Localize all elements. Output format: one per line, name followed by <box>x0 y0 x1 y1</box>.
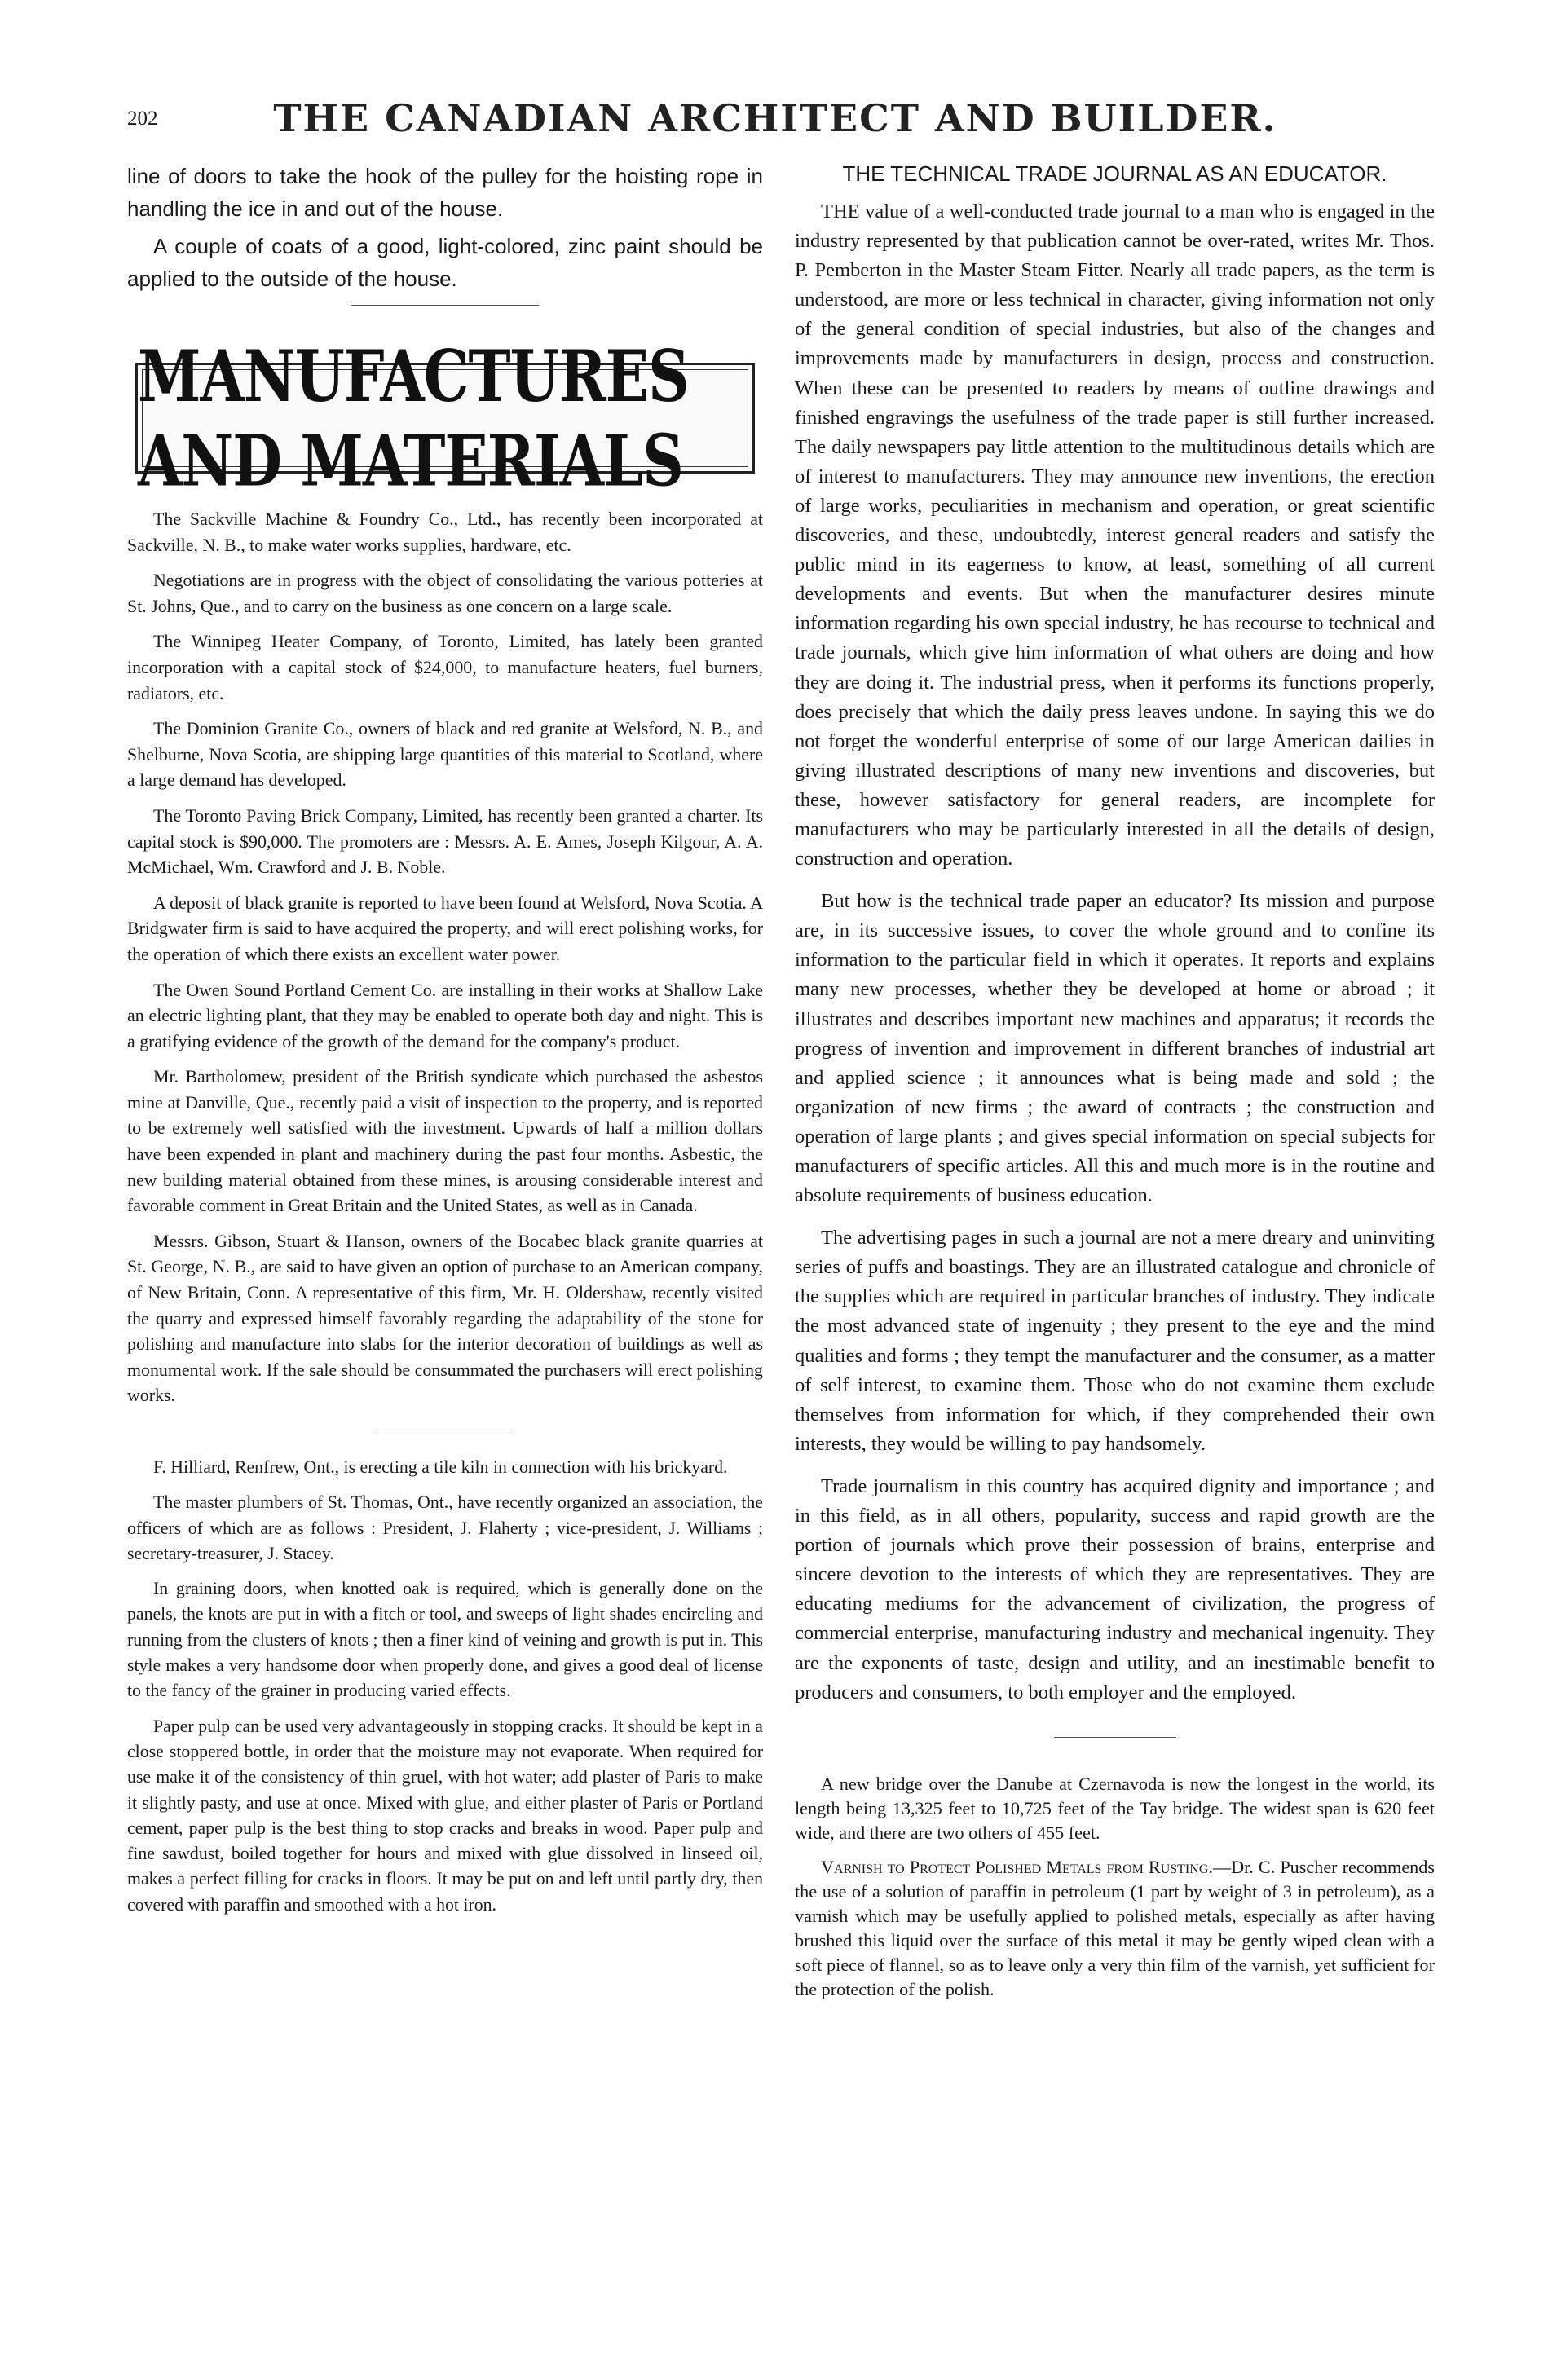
news-item: The Toronto Paving Brick Company, Limited, has recently been granted a charter. Its capital stock is $90,000. The promoters are : Messrs. A. E. Ames, Joseph Kilgour, A. A. McMichael, Wm. Crawford and J. B. Noble. <box>127 804 763 878</box>
left-column <box>127 160 763 1928</box>
varnish-note <box>795 1855 1435 2002</box>
right-column <box>795 160 1435 2012</box>
bridge-note: A new bridge over the Danube at Czernavoda is now the longest in the world, its length being 13,325 feet to 10,725 feet of the Tay bridge. The widest span is 620 feet wide, and there are two others of 455 feet. <box>795 1773 1435 1843</box>
note-paragraph: The master plumbers of St. Thomas, Ont., have recently organized an association, the officers of which are as follows : President, J. Flaherty ; vice-president, J. Williams ; secretary-treasurer, J. Stacey. <box>127 1492 763 1563</box>
article-body <box>795 197 1435 1708</box>
article-paragraph: But how is the technical trade paper an educator? Its mission and purpose are, in its successive issues, to cover the whole ground and to confine its information to the particular field in which it operates. It reports and explains many new processes, whether they be developed at home or abroad ; it illustrates and describes important new machines and apparatus; it records the progress of invention and improvement in different branches of industrial art and applied science ; it announces what is being made and sold ; the organization of new firms ; the award of contracts ; the construction and operation of large plants ; and gives special information on special subjects for manufacturers of specific articles. All this and much more is in the routine and absolute requirements of business education. <box>795 890 1435 1207</box>
manufactures-materials-banner <box>135 333 755 503</box>
section-divider <box>351 305 539 306</box>
news-item: A deposit of black granite is reported to have been found at Welsford, Nova Scotia. A Bridgwater firm is said to have acquired the property, and will erect polishing works, for the operation of which there exists an excellent water power. <box>127 892 763 964</box>
section-divider <box>1054 1737 1176 1738</box>
note-paragraph: Paper pulp can be used very advantageously in stopping cracks. It should be kept in a close stoppered bottle, in order that the moisture may not evaporate. When required for use make it of the consistency of thin gruel, with hot water; add plaster of Paris to make it slightly pasty, and use at once. Mixed with glue, and either plaster of Paris or Portland cement, paper pulp is the best thing to stop cracks and breaks in wood. Paper pulp and fine sawdust, boiled together for hours and mixed with glue dissolved in linseed oil, makes a perfect filling for cracks in floors. It may be put on and left until partly dry, then covered with paraffin and smoothed with a hot iron. <box>127 1716 763 1915</box>
note-paragraph: F. Hilliard, Renfrew, Ont., is erecting a tile kiln in connection with his brickyard. <box>153 1457 728 1477</box>
short-notes-section <box>795 1772 1435 2002</box>
article-title: THE TECHNICAL TRADE JOURNAL AS AN EDUCATOR. <box>842 161 1387 186</box>
news-item: The Winnipeg Heater Company, of Toronto, Limited, has lately been granted incorporation with a capital stock of $24,000, to manufacture heaters, fuel burners, radiators, etc. <box>127 631 763 703</box>
varnish-text: —Dr. C. Puscher recommends the use of a solution of paraffin in petroleum (1 part by weight of 3 in petroleum), as a varnish which may be usefully applied to polished metals, especially as after having brushed this liquid over the surface of this metal it may be gently wiped clean with a soft piece of flannel, so as to leave only a very thin film of the varnish, yet sufficient for the protection of the polish. <box>795 1856 1435 1999</box>
intro-paragraph-2: A couple of coats of a good, light-colored, zinc paint should be applied to the outside of the house. <box>127 234 763 291</box>
banner-title: MANUFACTURES AND MATERIALS <box>138 333 689 503</box>
page-number: 202 <box>127 108 158 130</box>
varnish-heading: Varnish to Protect Polished Metals from Rusting. <box>821 1856 1213 1877</box>
news-item: The Owen Sound Portland Cement Co. are installing in their works at Shallow Lake an electric lighting plant, that they may be enabled to operate both day and night. This is a gratifying evidence of the growth of the demand for the company's product. <box>127 979 763 1051</box>
news-item: The Dominion Granite Co., owners of black and red granite at Welsford, N. B., and Shelburne, Nova Scotia, are shipping large quantities of this material to Scotland, where a large demand has developed. <box>127 718 763 791</box>
news-item: Negotiations are in progress with the object of consolidating the various potteries at St. Johns, Que., and to carry on the business as one concern on a large scale. <box>127 570 763 616</box>
article-paragraph: The advertising pages in such a journal are not a mere dreary and uninviting series of puffs and boastings. They are an illustrated catalogue and chronicle of the supplies which are required in particular branches of industry. They indicate the most advanced state of ingenuity ; they present to the eye and the mind qualities and forms ; they tempt the manufacturer and the consumer, as a matter of self interest, to examine them. Those who do not examine them exclude themselves from information for which, if they comprehended their own interests, they would be willing to pay handsomely. <box>795 1227 1435 1455</box>
journal-title: THE CANADIAN ARCHITECT AND BUILDER. <box>273 96 1277 140</box>
intro-paragraph-1: line of doors to take the hook of the pulley for the hoisting rope in handling the ice in and out of the house. <box>127 164 763 221</box>
note-paragraph: In graining doors, when knotted oak is required, which is generally done on the panels, the knots are put in with a fitch or tool, and sweeps of light shades encircling and running from the clusters of knots ; then a finer kind of veining and growth is put in. This style makes a very handsome door when properly done, and gives a good deal of license to the fancy of the grainer in producing varied effects. <box>127 1579 763 1701</box>
article-paragraph: THE value of a well-conducted trade journal to a man who is engaged in the industry represented by that publication cannot be over-rated, writes Mr. Thos. P. Pemberton in the Master Steam Fitter. Nearly all trade papers, as the term is understood, are more or less technical in character, giving information not only of the general condition of special industries, but also of the changes and improvements made by manufacturers in design, process and construction. When these can be presented to readers by means of outline drawings and finished engravings the usefulness of the trade paper is still further increased. The daily newspapers pay little attention to the multitudinous details which are of interest to manufacturers. They may announce new inventions, the erection of large works, peculiarities in mechanism and operation, or great scientific discoveries, and these, undoubtedly, interest general readers and satisfy the public mind in its eagerness to know, at least, something of all current developments and events. But when the manufacturer desires minute information regarding his own special industry, he has recourse to technical and trade journals, which give him information of what others are doing and how they are doing it. The industrial press, when it performs its functions properly, does precisely that which the daily press leaves undone. In saying this we do not forget the wonderful enterprise of some of our large American dailies in giving illustrated descriptions of many new inventions and discoveries, but these, however satisfactory for general readers, are incomplete for manufacturers who may be particularly interested in all the details of design, construction and operation. <box>795 201 1435 870</box>
news-item: The Sackville Machine & Foundry Co., Ltd., has recently been incorporated at Sackville, N. B., to make water works supplies, hardware, etc. <box>127 509 763 555</box>
news-item: Messrs. Gibson, Stuart & Hanson, owners of the Bocabec black granite quarries at St. George, N. B., are said to have given an option of purchase to an American company, of New Britain, Conn. A representative of this firm, Mr. H. Oldershaw, recently visited the quarry and expressed himself favorably regarding the adaptability of the stone for polishing and manufacture into slabs for the interior decoration of buildings as well as monumental work. If the sale should be consummated the purchasers will erect polishing works. <box>127 1230 763 1406</box>
misc-notes-section <box>127 1455 763 1918</box>
intro-section <box>127 160 763 295</box>
running-head <box>127 96 1423 145</box>
manufactures-section <box>127 506 763 1408</box>
article-paragraph: Trade journalism in this country has acquired dignity and importance ; and in this field, as in all others, popularity, success and rapid growth are the portion of journals which prove their possession of brains, enterprise and sincere devotion to the interests of which they are representatives. They are educating mediums for the advancement of civilization, the progress of commercial enterprise, manufacturing industry and mechanical ingenuity. They are the exponents of taste, design and utility, and an inestimable benefit to producers and consumers, to both employer and the employed. <box>795 1474 1435 1703</box>
news-item: Mr. Bartholomew, president of the British syndicate which purchased the asbestos mine at Danville, Que., recently paid a visit of inspection to the property, and is reported to be extremely well satisfied with the investment. Upwards of half a million dollars have been expended in plant and machinery during the past four months. Asbestic, the new building material obtained from these mines, is arousing considerable interest and favorable comment in Great Britain and the United States, as well as in Canada. <box>127 1066 763 1216</box>
